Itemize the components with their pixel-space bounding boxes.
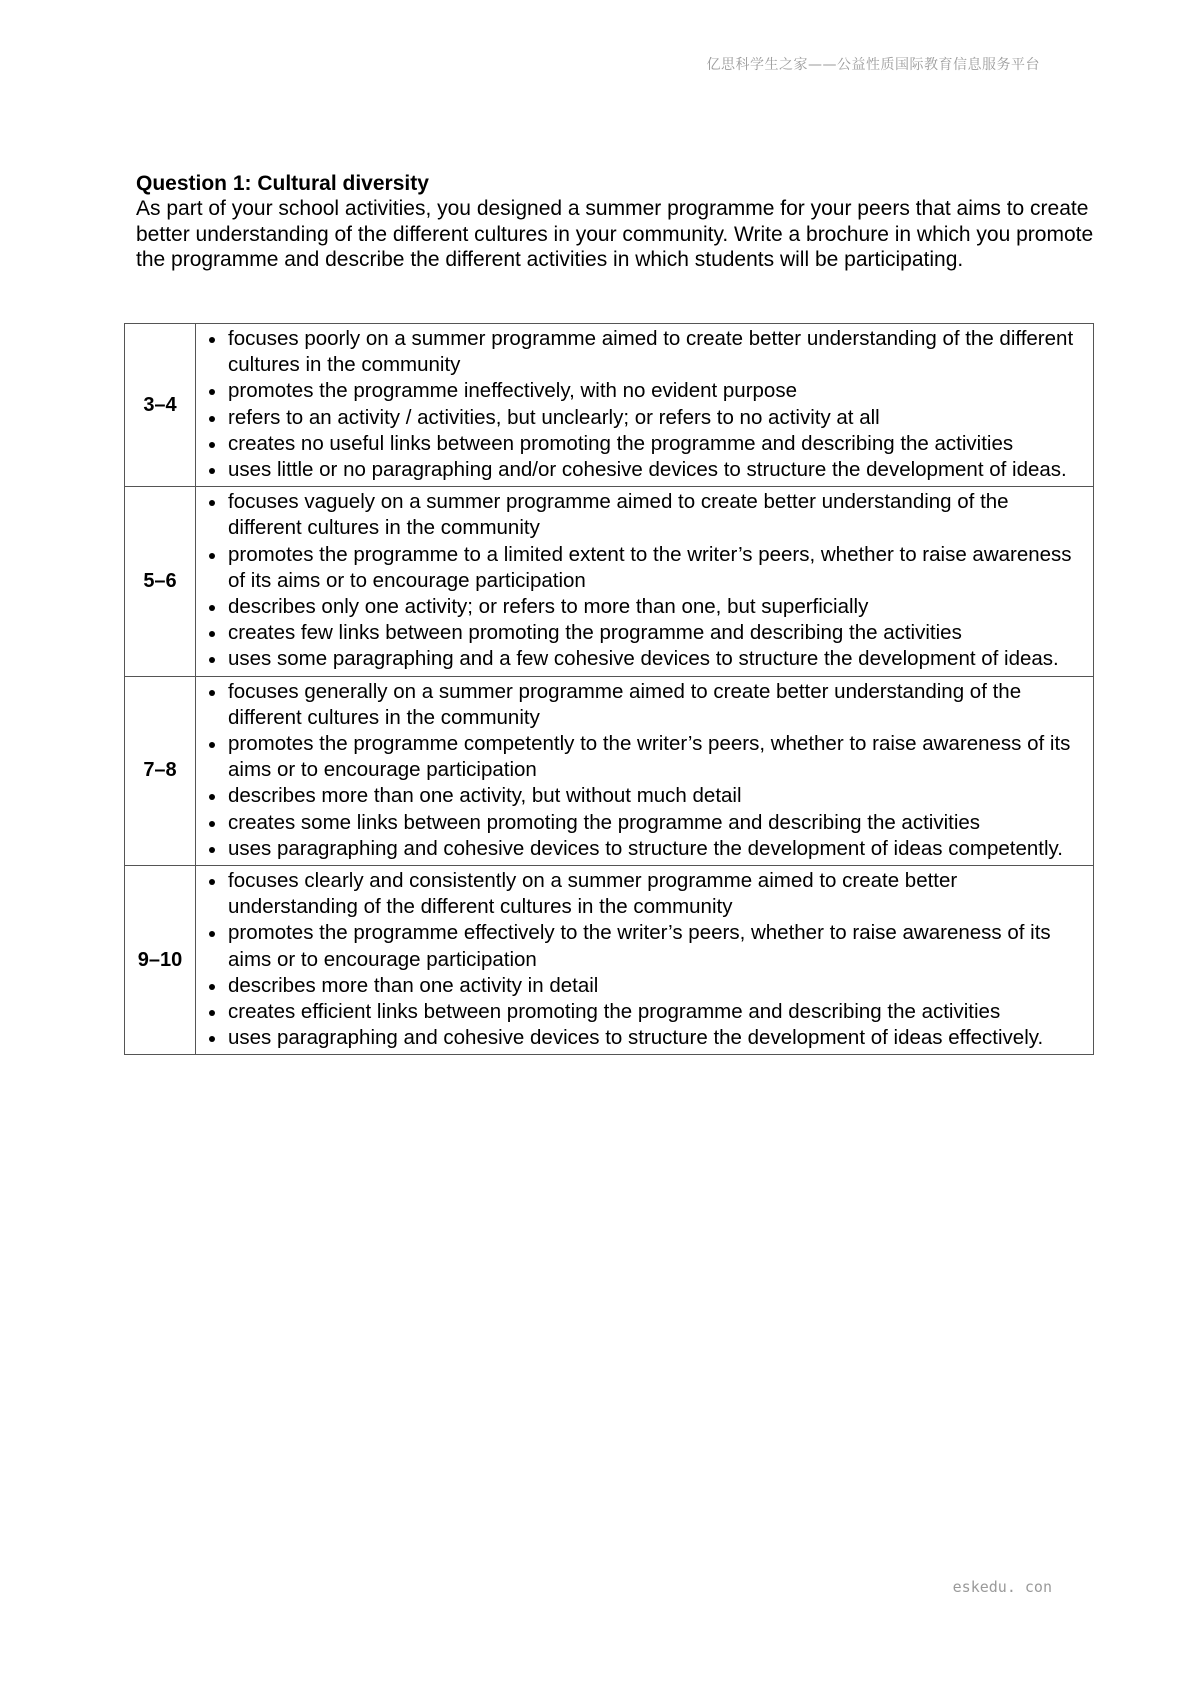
descriptor-item: promotes the programme competently to the writer’s peers, whether to raise awareness of its aims or to encourage participation: [204, 731, 1085, 783]
band-descriptors: [196, 487, 1094, 676]
descriptor-item: uses paragraphing and cohesive devices to structure the development of ideas competently.: [204, 836, 1085, 862]
rubric-row: [125, 866, 1094, 1055]
descriptor-item: describes more than one activity in detail: [204, 973, 1085, 999]
descriptor-item: creates few links between promoting the programme and describing the activities: [204, 620, 1085, 646]
rubric-row: [125, 487, 1094, 676]
band-mark: 5–6: [125, 487, 196, 676]
descriptor-item: uses little or no paragraphing and/or cohesive devices to structure the development of ideas.: [204, 457, 1085, 483]
descriptor-item: focuses vaguely on a summer programme aimed to create better understanding of the different cultures in the community: [204, 489, 1085, 541]
band-descriptors: [196, 866, 1094, 1055]
rubric-row: [125, 676, 1094, 865]
descriptor-item: promotes the programme effectively to the writer’s peers, whether to raise awareness of its aims or to encourage participation: [204, 920, 1085, 972]
descriptor-item: uses paragraphing and cohesive devices to structure the development of ideas effectively.: [204, 1025, 1085, 1051]
question-prompt: As part of your school activities, you designed a summer programme for your peers that aims to create better understanding of the different cultures in your community. Write a brochure in which you promote the programme and describe the different activities in which students will be participating.: [136, 197, 1094, 271]
band-mark: 9–10: [125, 866, 196, 1055]
site-footer-url: eskedu. con: [952, 1578, 1052, 1596]
band-mark: 3–4: [125, 324, 196, 487]
band-mark: 7–8: [125, 676, 196, 865]
descriptor-item: focuses generally on a summer programme aimed to create better understanding of the different cultures in the community: [204, 679, 1085, 731]
band-descriptors: [196, 324, 1094, 487]
band-descriptors: [196, 676, 1094, 865]
descriptor-item: describes more than one activity, but without much detail: [204, 783, 1085, 809]
descriptor-item: refers to an activity / activities, but unclearly; or refers to no activity at all: [204, 405, 1085, 431]
descriptor-item: promotes the programme to a limited extent to the writer’s peers, whether to raise awareness of its aims or to encourage participation: [204, 542, 1085, 594]
descriptor-item: promotes the programme ineffectively, with no evident purpose: [204, 378, 1085, 404]
descriptor-item: describes only one activity; or refers to more than one, but superficially: [204, 594, 1085, 620]
descriptor-item: uses some paragraphing and a few cohesive devices to structure the development of ideas.: [204, 646, 1085, 672]
question-block: [136, 171, 1096, 273]
descriptor-item: creates some links between promoting the programme and describing the activities: [204, 810, 1085, 836]
descriptor-item: focuses poorly on a summer programme aimed to create better understanding of the different cultures in the community: [204, 326, 1085, 378]
descriptor-item: focuses clearly and consistently on a summer programme aimed to create better understanding of the different cultures in the community: [204, 868, 1085, 920]
descriptor-item: creates efficient links between promoting the programme and describing the activities: [204, 999, 1085, 1025]
descriptor-item: creates no useful links between promoting the programme and describing the activities: [204, 431, 1085, 457]
site-header-note: 亿思科学生之家——公益性质国际教育信息服务平台: [706, 57, 1040, 73]
marking-rubric-table: [124, 323, 1094, 1055]
rubric-row: [125, 324, 1094, 487]
question-title: Question 1: Cultural diversity: [136, 172, 429, 195]
